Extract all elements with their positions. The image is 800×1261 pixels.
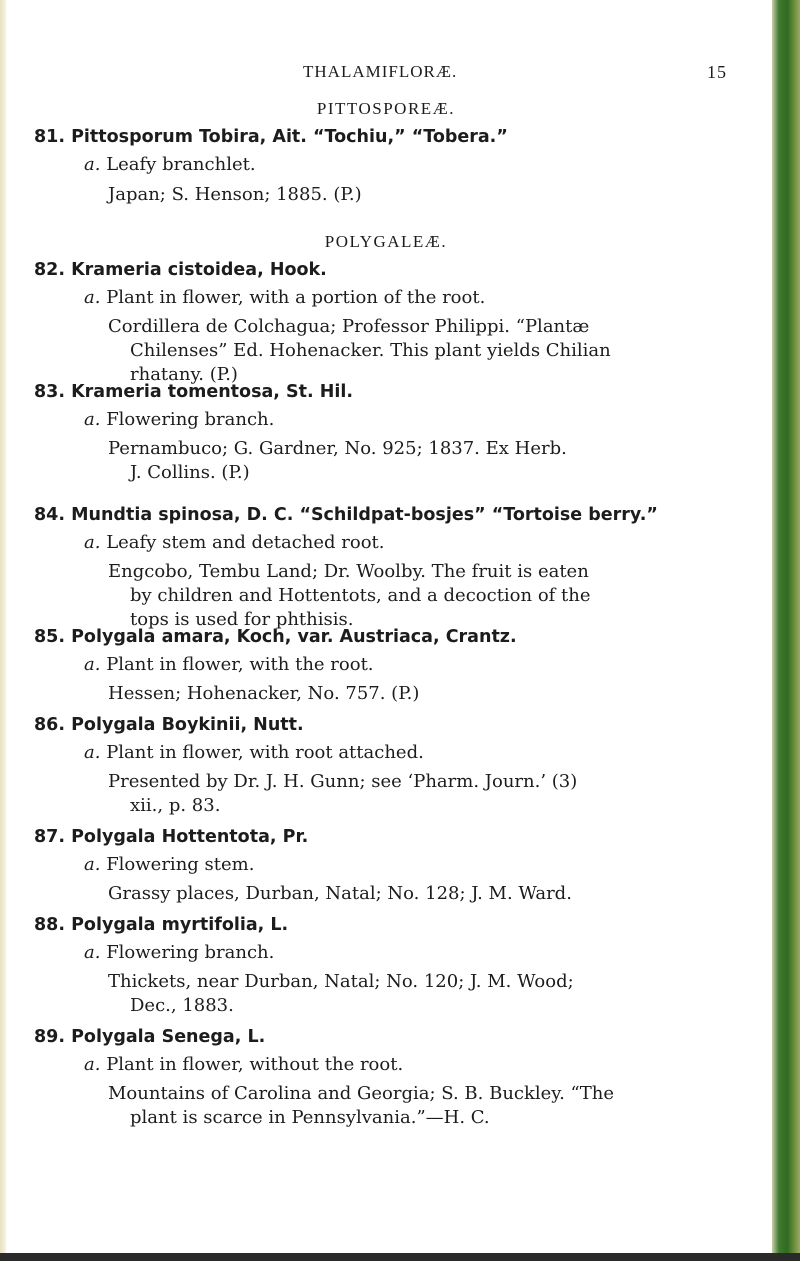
book-spine-edge <box>772 0 800 1261</box>
entry-title: 87. Polygala Hottentota, Pr. <box>34 827 309 847</box>
entry-body <box>108 770 668 818</box>
entry-body <box>108 437 668 485</box>
specimen-text: Leafy stem and detached root. <box>106 532 385 553</box>
specimen-text: Flowering branch. <box>106 942 275 963</box>
specimen-text: Flowering branch. <box>106 409 275 430</box>
entry-title: 81. Pittosporum Tobira, Ait. “Tochiu,” “Tobera.” <box>34 127 508 147</box>
body-line: Grassy places, Durban, Natal; No. 128; J. M. Ward. <box>108 883 572 904</box>
entry-body <box>108 682 668 706</box>
entry-body <box>108 970 668 1018</box>
body-line: Thickets, near Durban, Natal; No. 120; J. M. Wood; <box>108 971 574 992</box>
entry-body <box>108 315 668 387</box>
specimen-line <box>84 854 254 875</box>
body-line: Engcobo, Tembu Land; Dr. Woolby. The fruit is eaten <box>108 561 589 582</box>
body-line: Hessen; Hohenacker, No. 757. (P.) <box>108 683 420 704</box>
entry-body <box>108 560 668 632</box>
section-heading-pittosporeae: PITTOSPOREÆ. <box>316 99 456 118</box>
specimen-line <box>84 154 256 175</box>
specimen-line <box>84 654 374 675</box>
body-line: Presented by Dr. J. H. Gunn; see ‘Pharm. Journ.’ (3) <box>108 771 578 792</box>
specimen-label: a. <box>84 1054 101 1075</box>
body-line: Mountains of Carolina and Georgia; S. B. Buckley. “The <box>108 1083 614 1104</box>
entry-body <box>108 1082 668 1130</box>
body-line: rhatany. (P.) <box>130 364 238 385</box>
specimen-text: Plant in flower, without the root. <box>106 1054 404 1075</box>
specimen-label: a. <box>84 742 101 763</box>
body-line: Dec., 1883. <box>130 995 234 1016</box>
entry-body <box>108 882 668 906</box>
specimen-text: Plant in flower, with a portion of the root. <box>106 287 486 308</box>
specimen-line <box>84 942 274 963</box>
specimen-text: Flowering stem. <box>106 854 255 875</box>
specimen-line <box>84 532 385 553</box>
specimen-text: Plant in flower, with the root. <box>106 654 374 675</box>
entry-title: 84. Mundtia spinosa, D. C. “Schildpat-bosjes” “Tortoise berry.” <box>34 505 658 525</box>
specimen-label: a. <box>84 532 101 553</box>
specimen-label: a. <box>84 409 101 430</box>
entry-title: 85. Polygala amara, Koch, var. Austriaca, Crantz. <box>34 627 517 647</box>
specimen-line <box>84 287 485 308</box>
entry-title: 83. Krameria tomentosa, St. Hil. <box>34 382 354 402</box>
body-line: Pernambuco; G. Gardner, No. 925; 1837. Ex Herb. <box>108 438 567 459</box>
section-heading-polygaleae: POLYGALEÆ. <box>324 232 448 251</box>
specimen-label: a. <box>84 654 101 675</box>
specimen-label: a. <box>84 942 101 963</box>
entry-title: 89. Polygala Senega, L. <box>34 1027 266 1047</box>
body-line: Japan; S. Henson; 1885. (P.) <box>108 184 362 205</box>
entry-title: 88. Polygala myrtifolia, L. <box>34 915 289 935</box>
body-line: J. Collins. (P.) <box>130 462 250 483</box>
body-line: xii., p. 83. <box>130 795 221 816</box>
body-line: tops is used for phthisis. <box>130 609 354 630</box>
specimen-label: a. <box>84 854 101 875</box>
body-line: plant is scarce in Pennsylvania.”—H. C. <box>130 1107 490 1128</box>
specimen-line <box>84 1054 403 1075</box>
specimen-line <box>84 409 274 430</box>
specimen-line <box>84 742 424 763</box>
entry-title: 82. Krameria cistoidea, Hook. <box>34 260 327 280</box>
page-bottom-edge <box>0 1253 800 1261</box>
body-line: Cordillera de Colchagua; Professor Philippi. “Plantæ <box>108 316 590 337</box>
body-line: Chilenses” Ed. Hohenacker. This plant yields Chilian <box>130 340 611 361</box>
page-number: 15 <box>707 62 727 82</box>
specimen-text: Leafy branchlet. <box>106 154 256 175</box>
body-line: by children and Hottentots, and a decoction of the <box>130 585 591 606</box>
specimen-label: a. <box>84 287 101 308</box>
specimen-label: a. <box>84 154 101 175</box>
entry-body <box>108 183 668 207</box>
specimen-text: Plant in flower, with root attached. <box>106 742 424 763</box>
running-head-title: THALAMIFLORÆ. <box>303 62 458 81</box>
entry-title: 86. Polygala Boykinii, Nutt. <box>34 715 304 735</box>
